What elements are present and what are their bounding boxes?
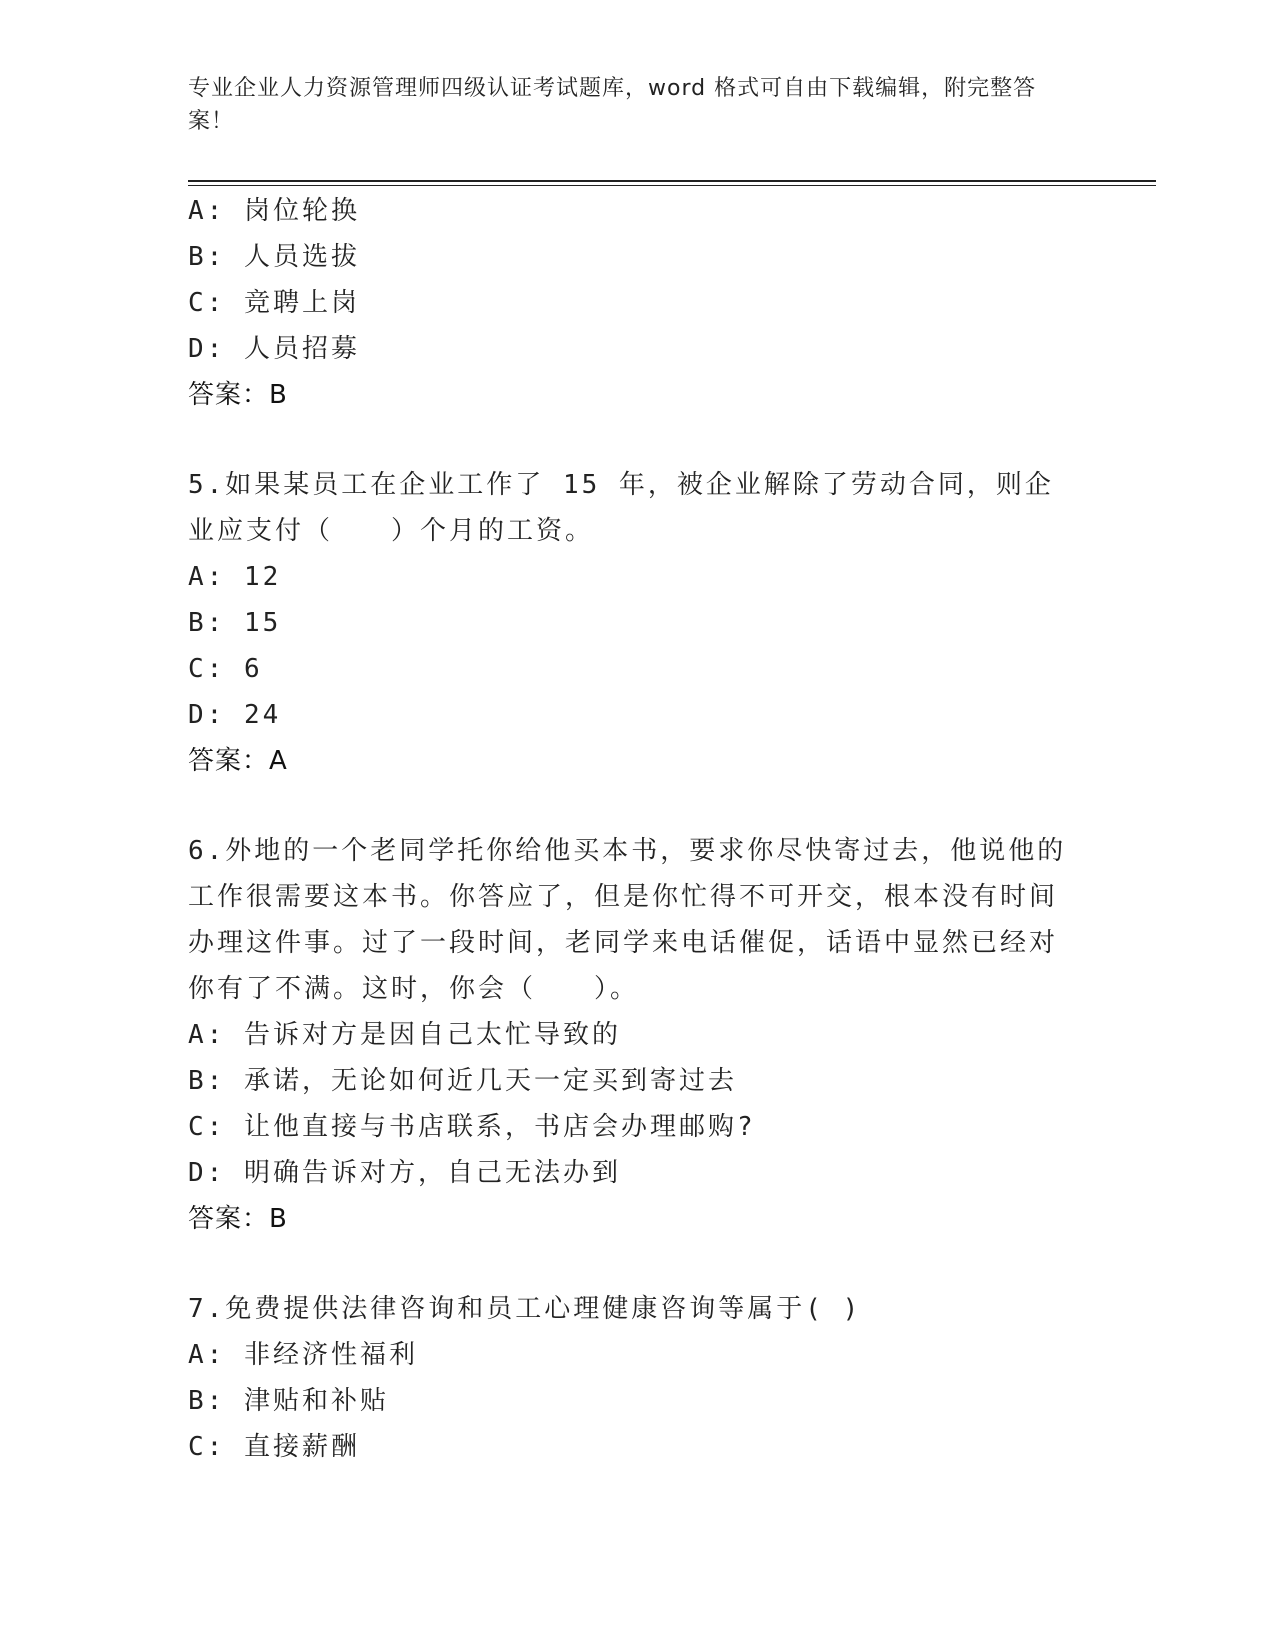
question-5 — [188, 462, 1088, 784]
option-a: A: 非经济性福利 — [188, 1340, 418, 1370]
option-d: D: 人员招募 — [188, 334, 360, 364]
question-text: 7.免费提供法律咨询和员工心理健康咨询等属于( ) — [188, 1294, 862, 1324]
answer: 答案：A — [188, 746, 288, 776]
question-text: 6.外地的一个老同学托你给他买本书，要求你尽快寄过去，他说他的工作很需要这本书。你答应了，但是你忙得不可开交，根本没有时间办理这件事。过了一段时间，老同学来电话催促，话语中显然已经对你有了不满。这时，你会（ ）。 — [188, 836, 1067, 1004]
spacer — [188, 784, 1088, 828]
option-b: B: 人员选拔 — [188, 242, 360, 272]
answer: 答案：B — [188, 380, 288, 410]
option-b: B: 15 — [188, 608, 282, 638]
option-c: C: 直接薪酬 — [188, 1432, 360, 1462]
spacer — [188, 418, 1088, 462]
question-4 — [188, 188, 1088, 418]
header-divider-thick — [188, 180, 1156, 182]
question-list — [188, 188, 1088, 1470]
option-c: C: 6 — [188, 654, 263, 684]
question-text: 5.如果某员工在企业工作了 15 年，被企业解除了劳动合同，则企业应支付（ ）个月的工资。 — [188, 470, 1054, 546]
option-c: C: 让他直接与书店联系，书店会办理邮购? — [188, 1112, 756, 1142]
option-b: B: 承诺，无论如何近几天一定买到寄过去 — [188, 1066, 737, 1096]
option-c: C: 竞聘上岗 — [188, 288, 360, 318]
page-header: 专业企业人力资源管理师四级认证考试题库，word 格式可自由下载编辑，附完整答案！ — [188, 76, 1037, 134]
question-7 — [188, 1286, 1088, 1470]
option-d: D: 明确告诉对方，自己无法办到 — [188, 1158, 621, 1188]
answer: 答案：B — [188, 1204, 288, 1234]
option-a: A: 12 — [188, 562, 282, 592]
option-a: A: 岗位轮换 — [188, 196, 360, 226]
question-6 — [188, 828, 1088, 1242]
spacer — [188, 1242, 1088, 1286]
option-b: B: 津贴和补贴 — [188, 1386, 389, 1416]
header-divider-thin — [188, 185, 1156, 186]
option-a: A: 告诉对方是因自己太忙导致的 — [188, 1020, 621, 1050]
option-d: D: 24 — [188, 700, 282, 730]
